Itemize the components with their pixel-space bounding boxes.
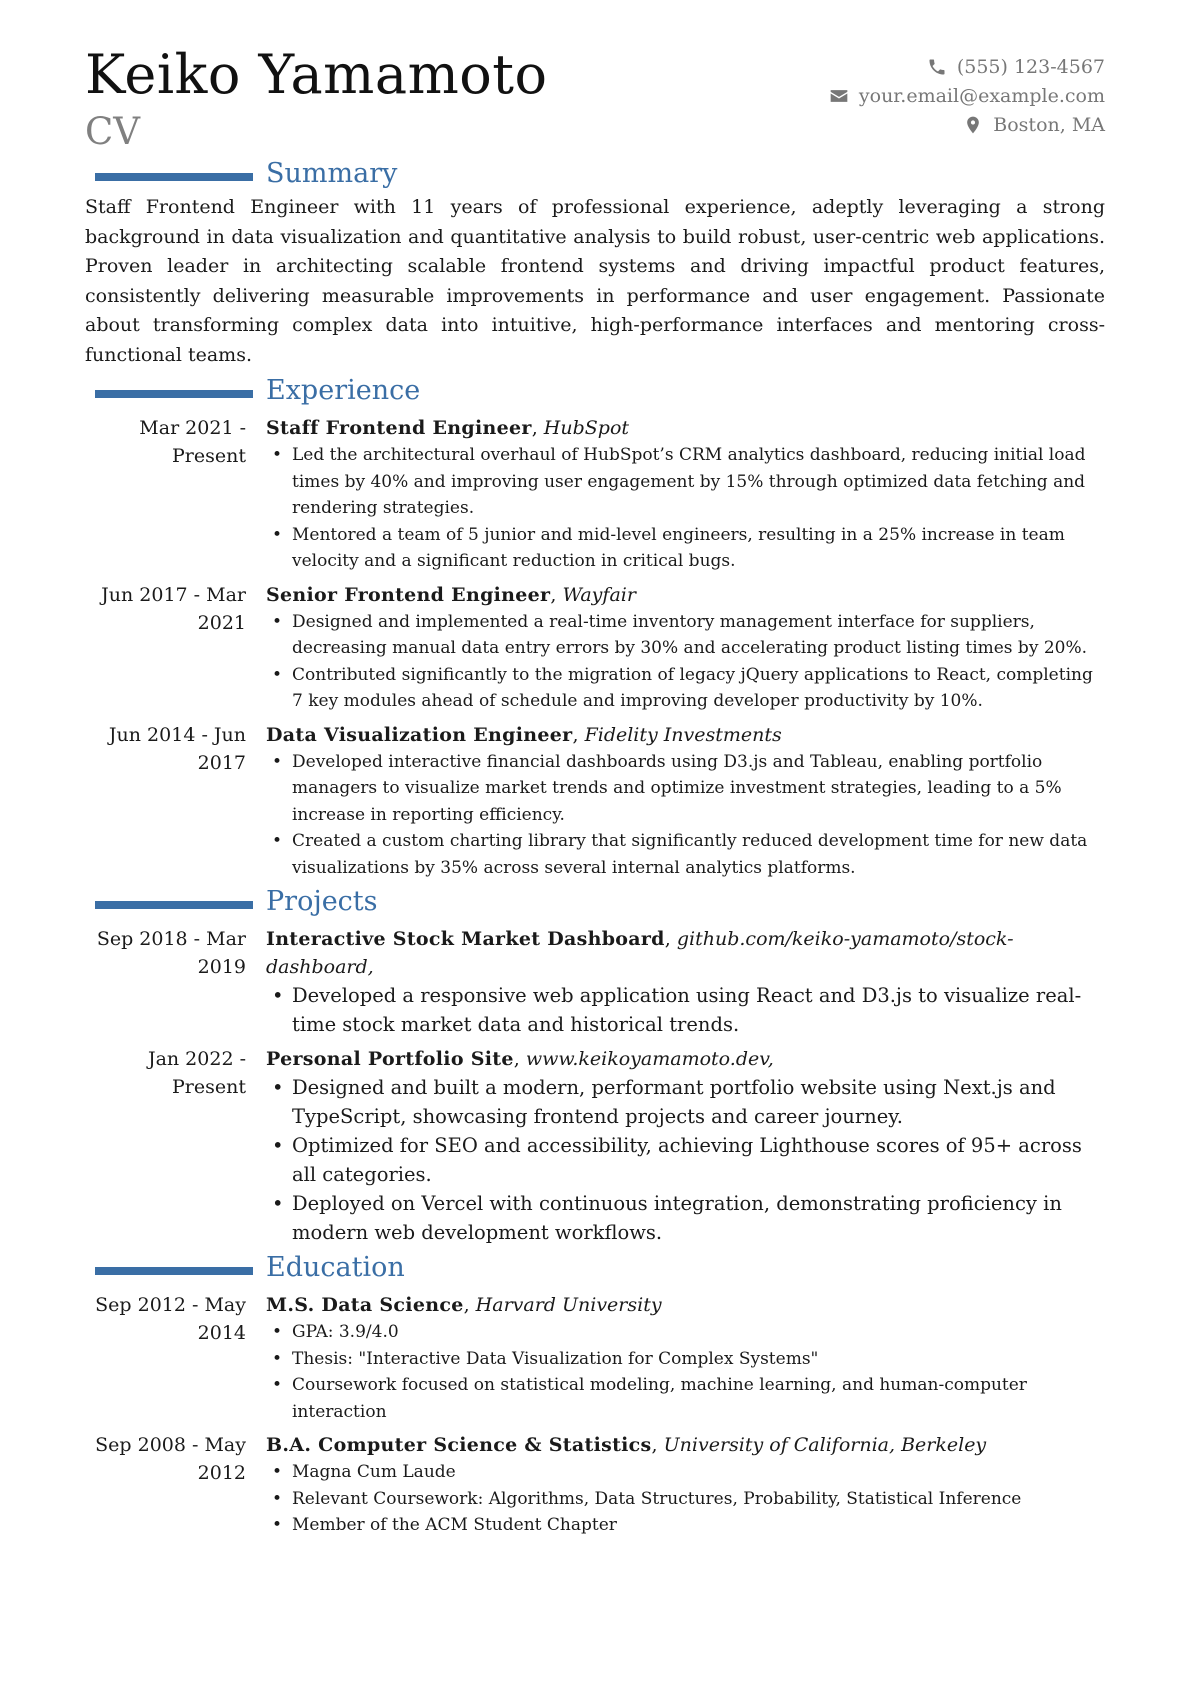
phone-row [829, 52, 1105, 81]
entry-separator: , [664, 928, 677, 950]
entry-separator: , [572, 723, 585, 746]
entry-date: Jun 2017 - Mar 2021 [101, 583, 246, 634]
bullet-item: • Created a custom charting library that significantly reduced development time for new data visualizations by 35% across several internal analytics platforms. [266, 828, 1105, 881]
bullet-item: • Magna Cum Laude [266, 1459, 1105, 1486]
section-title: Projects [266, 886, 378, 917]
entry-body [266, 721, 1105, 882]
section-title: Education [266, 1252, 405, 1283]
bullet-item: • Optimized for SEO and accessibility, achieving Lighthouse scores of 95+ across all categories. [266, 1131, 1105, 1189]
entry-role: M.S. Data Science [266, 1294, 464, 1316]
entry-title [266, 721, 1105, 749]
entry-body [266, 1291, 1105, 1425]
section-bar [95, 1267, 253, 1275]
entry-separator: , [513, 1048, 526, 1070]
person-name: Keiko Yamamoto [85, 43, 548, 106]
phone-text: (555) 123-4567 [956, 55, 1105, 78]
bullet-item: • Member of the ACM Student Chapter [266, 1512, 1105, 1539]
map-marker-icon [963, 115, 983, 135]
experience-heading [85, 376, 1105, 410]
contact-info [829, 52, 1105, 139]
bullet-list [266, 442, 1105, 575]
entry-organization: www.keikoyamamoto.dev, [525, 1048, 774, 1070]
entry-organization: Fidelity Investments [584, 723, 782, 746]
section-bar [95, 390, 253, 398]
bullet-item: • Relevant Coursework: Algorithms, Data Structures, Probability, Statistical Inference [266, 1486, 1105, 1513]
entry-role: Data Visualization Engineer [266, 723, 573, 746]
document-type: CV [85, 110, 141, 153]
entry-title [266, 1431, 1105, 1459]
bullet-list [266, 981, 1105, 1039]
entry-body [266, 414, 1105, 575]
bullet-item: • Contributed significantly to the migration of legacy jQuery applications to React, completing 7 key modules ahead of schedule and improving developer productivity by 10%. [266, 662, 1105, 715]
header [85, 40, 1105, 155]
education-list [85, 1291, 1105, 1539]
entry-title [266, 414, 1105, 442]
email-row [829, 81, 1105, 110]
entry-separator: , [463, 1294, 476, 1316]
projects-entry [85, 1045, 1105, 1247]
bullet-list [266, 1459, 1105, 1539]
section-bar [95, 173, 253, 181]
email-link[interactable]: your.email@example.com [858, 84, 1105, 107]
entry-body [266, 925, 1105, 1039]
cv-page [85, 40, 1105, 1545]
bullet-item: • GPA: 3.9/4.0 [266, 1319, 1105, 1346]
entry-organization: University of California, Berkeley [663, 1434, 987, 1456]
bullet-item: • Designed and built a modern, performant portfolio website using Next.js and TypeScript, showcasing frontend projects and career journey. [266, 1073, 1105, 1131]
bullet-item: • Led the architectural overhaul of HubSpot’s CRM analytics dashboard, reducing initial load times by 40% and improving user engagement by 15% through optimized data fetching and rendering strategies. [266, 442, 1105, 522]
entry-role: Senior Frontend Engineer [266, 583, 551, 606]
bullet-item: • Mentored a team of 5 junior and mid-level engineers, resulting in a 25% increase in team velocity and a significant reduction in critical bugs. [266, 522, 1105, 575]
entry-separator: , [651, 1434, 664, 1456]
projects-list [85, 925, 1105, 1247]
entry-date: Sep 2008 - May 2012 [95, 1434, 246, 1484]
education-heading [85, 1253, 1105, 1287]
entry-organization: Wayfair [562, 583, 636, 606]
experience-entry [85, 721, 1105, 882]
summary-heading [85, 159, 1105, 193]
entry-body [266, 1045, 1105, 1247]
entry-organization: github.com/keiko-yamamoto/stock-dashboard, [266, 928, 1014, 978]
bullet-item: • Designed and implemented a real-time inventory management interface for suppliers, decreasing manual data entry errors by 30% and accelerating product listing times by 20%. [266, 609, 1105, 662]
location-row [829, 110, 1105, 139]
entry-title [266, 1045, 1105, 1073]
bullet-list [266, 1073, 1105, 1247]
section-title: Summary [266, 158, 398, 189]
projects-heading [85, 887, 1105, 921]
entry-role: Staff Frontend Engineer [266, 417, 532, 439]
experience-entry [85, 414, 1105, 575]
projects-entry [85, 925, 1105, 1039]
bullet-item: • Deployed on Vercel with continuous integration, demonstrating proficiency in modern web development workflows. [266, 1189, 1105, 1247]
entry-separator: , [550, 583, 563, 606]
entry-separator: , [531, 417, 544, 439]
entry-role: B.A. Computer Science & Statistics [266, 1434, 652, 1456]
entry-date: Sep 2018 - Mar 2019 [96, 928, 246, 978]
entry-organization: HubSpot [543, 417, 630, 439]
location-text: Boston, MA [993, 113, 1105, 136]
entry-title [266, 581, 1105, 609]
entry-date: Jun 2014 - Jun 2017 [108, 723, 246, 774]
entry-date: Sep 2012 - May 2014 [95, 1294, 246, 1344]
bullet-list [266, 749, 1105, 882]
entry-organization: Harvard University [475, 1294, 662, 1316]
section-title: Experience [266, 375, 421, 406]
bullet-item: • Developed interactive financial dashboards using D3.js and Tableau, enabling portfolio managers to visualize market trends and optimize investment strategies, leading to a 5% increase in reporting efficiency. [266, 749, 1105, 829]
education-entry [85, 1291, 1105, 1425]
entry-title [266, 925, 1105, 981]
entry-body [266, 1431, 1105, 1539]
education-entry [85, 1431, 1105, 1539]
entry-body [266, 581, 1105, 715]
entry-title [266, 1291, 1105, 1319]
entry-date: Mar 2021 - Present [139, 417, 246, 467]
entry-date: Jan 2022 - Present [147, 1048, 246, 1098]
bullet-item: • Developed a responsive web application using React and D3.js to visualize real-time stock market data and historical trends. [266, 981, 1105, 1039]
bullet-item: • Coursework focused on statistical modeling, machine learning, and human-computer interaction [266, 1372, 1105, 1425]
experience-entry [85, 581, 1105, 715]
bullet-item: • Thesis: "Interactive Data Visualization for Complex Systems" [266, 1346, 1105, 1373]
summary-text: Staff Frontend Engineer with 11 years of professional experience, adeptly leveraging a strong background in data visualization and quantitative analysis to build robust, user-centric web applications. Proven leader in architecting scalable frontend systems and driving impactful product features, consistently delivering measurable improvements in performance and user engagement. Passionate about transforming complex data into intuitive, high-performance interfaces and mentoring cross-functional teams. [85, 196, 1105, 366]
entry-role: Personal Portfolio Site [266, 1048, 514, 1070]
section-bar [95, 901, 253, 909]
bullet-list [266, 1319, 1105, 1425]
entry-role: Interactive Stock Market Dashboard [266, 928, 665, 950]
bullet-list [266, 609, 1105, 715]
envelope-icon [829, 86, 849, 106]
phone-icon [927, 57, 947, 77]
experience-list [85, 414, 1105, 881]
